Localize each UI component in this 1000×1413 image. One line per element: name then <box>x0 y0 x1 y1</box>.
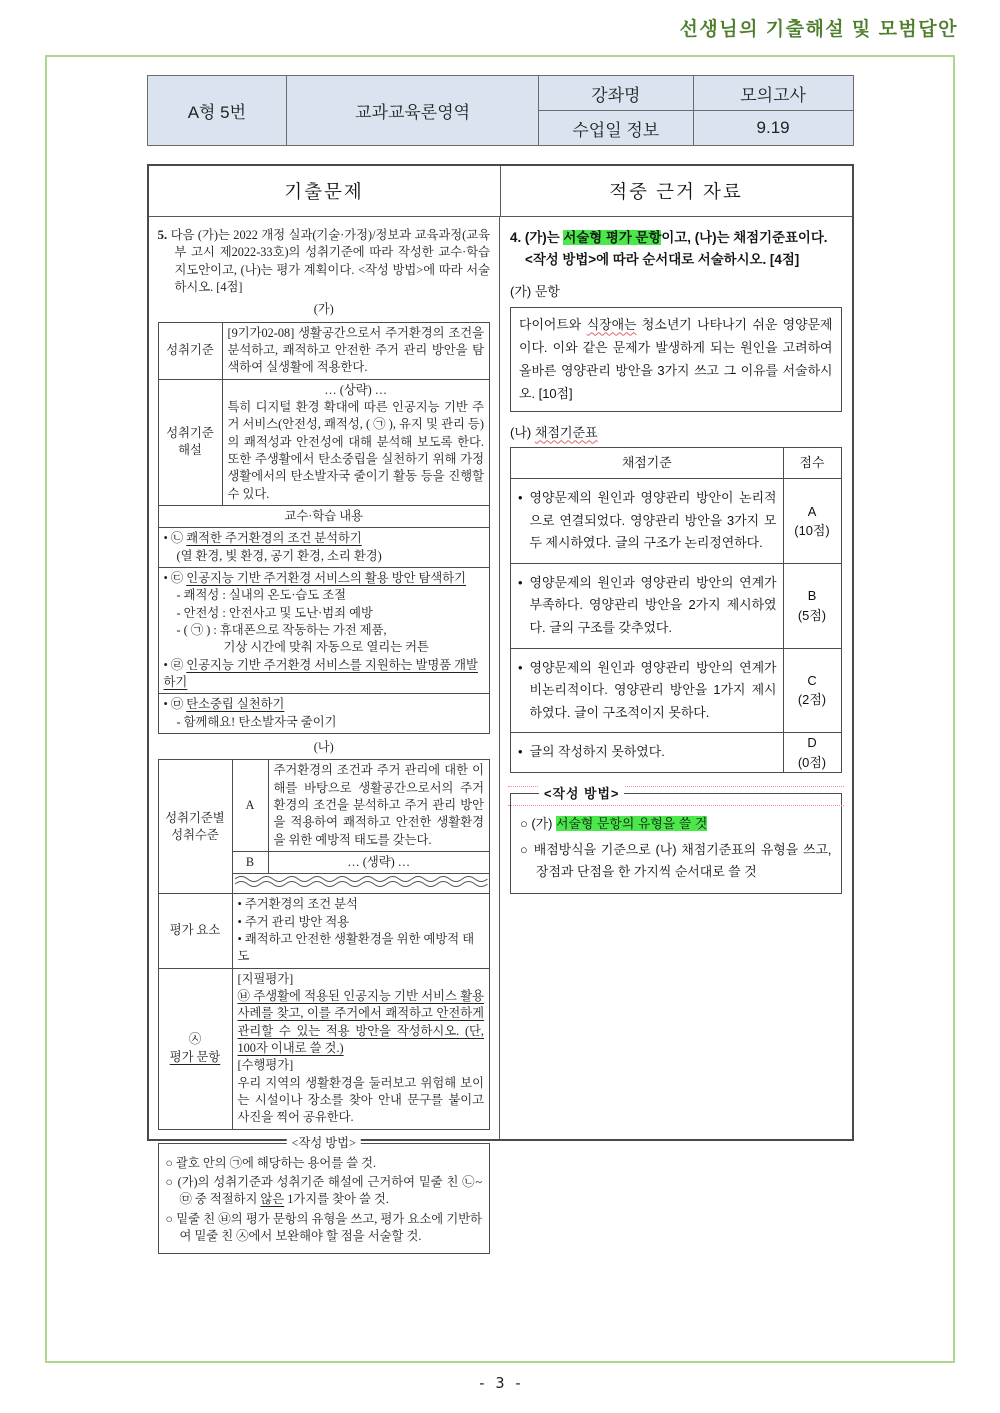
rubric-table <box>510 447 842 773</box>
level-a-label: A <box>232 760 268 852</box>
right-method-box <box>510 786 842 894</box>
left-method-title: <작성 방법> <box>287 1135 361 1152</box>
omission-wavy-lines <box>235 875 488 887</box>
omission-ellipsis: … (상략) … <box>324 382 388 397</box>
past-question-column <box>149 217 501 1244</box>
omission-wavy-cell <box>232 874 490 894</box>
exam-number-cell: A형 5번 <box>147 76 287 146</box>
content-bullet-2 <box>158 567 490 693</box>
right-method-bullet-1-highlight: 서술형 문항의 유형을 쓸 것 <box>556 816 708 832</box>
subject-cell: 교과교육론영역 <box>287 76 539 146</box>
question-4-line2: <작성 방법>에 따라 순서대로 서술하시오. [4점] <box>525 252 800 268</box>
rubric-row-c <box>511 648 842 733</box>
evaluation-item-label-cell <box>158 968 232 1129</box>
rubric-row-b-grade: B <box>807 588 817 604</box>
ga-table <box>158 322 491 734</box>
left-column-title: 기출문제 <box>149 166 501 216</box>
rubric-row-d-grade: D <box>807 735 817 751</box>
right-method-bullet-2: ○ 배점방식을 기준으로 (나) 채점기준표의 유형을 쓰고, 장점과 단점을 한 가지씩 순서대로 쓸 것 <box>520 841 832 879</box>
bullet-2-sub-2: - 안전성 : 안전사고 및 도난·범죄 예방 <box>176 605 373 620</box>
evidence-column <box>500 217 852 1139</box>
standard-commentary-label: 성취기준 해설 <box>158 379 222 505</box>
bullet-3-title: 탄소중립 실천하기 <box>186 697 285 712</box>
left-method-box <box>158 1135 491 1255</box>
rubric-bullet: • <box>518 659 523 675</box>
bullet-2b-marker: • ㉣ <box>163 657 187 672</box>
achievement-level-label: 성취기준별 성취수준 <box>158 760 232 894</box>
evaluation-item-cell <box>232 968 490 1129</box>
question-5 <box>158 226 491 296</box>
left-method-bullet-2-pre: ○ (가)의 성취기준과 성취기준 해설에 근거하여 밑줄 친 ㉡~㉤ 중 적절하지 <box>165 1175 482 1207</box>
question-4-highlight: 서술형 평가 문항 <box>563 230 662 245</box>
rubric-score-header: 점수 <box>783 448 841 479</box>
evaluation-item-mark: ㉦ <box>188 1032 202 1047</box>
level-a-text: 주거환경의 조건과 주거 관리에 대한 이해를 바탕으로 생활공간으로서의 주거환경의 조건을 분석하고 주거 관리 방안을 적용하여 쾌적하고 안전한 생활환경을 위한 예방적 태도를 갖는다. <box>268 760 490 852</box>
rubric-row-d-text: 글의 작성하지 못하였다. <box>529 744 665 760</box>
evaluation-item-label: 평가 문항 <box>169 1049 221 1064</box>
revision-dotted-line-bottom <box>508 805 844 806</box>
question-4 <box>510 227 842 249</box>
ga-item-text-post: 청소년기 나타나기 쉬운 영양문제이다. 이와 같은 문제가 발생하게 되는 원인을 고려하여 올바른 영양관리 방안을 3가지 쓰고 그 이유를 서술하시오. [10점] <box>519 316 833 402</box>
na-rubric-heading-spellcheck: 채점기준표 <box>534 424 598 440</box>
rubric-row-c-text: 영양문제의 원인과 영양관리 방안의 연계가 비논리적이다. 영양관리 방안을 1가지 제시하였다. 글이 구조적이지 못하다. <box>529 659 777 720</box>
question-4-pre: 4. (가)는 <box>510 230 564 245</box>
question-5-number: 5. <box>157 227 168 242</box>
left-method-bullet-2-underlined: 않은 <box>260 1192 285 1207</box>
rubric-bullet: • <box>518 574 523 590</box>
bullet-2-sub-4: 기상 시간에 맞춰 자동으로 열리는 커튼 <box>223 640 429 655</box>
achievement-standard-text: [9기가02-08] 생활공간으로서 주거환경의 조건을 분석하고, 쾌적하고 안전한 주거 관리 방안을 탐색하여 실생활에 적용한다. <box>222 322 490 379</box>
right-method-bullet-1 <box>520 813 832 835</box>
question-4-post: 이고, (나)는 채점기준표이다. <box>661 230 828 245</box>
rubric-row-d-score: (0점) <box>797 754 827 770</box>
bullet-3-sub: - 함께해요! 탄소발자국 줄이기 <box>176 714 337 729</box>
document-header-note: 선생님의 기출해설 및 모범답안 <box>679 19 958 40</box>
date-value-cell: 9.19 <box>693 111 853 146</box>
paper-test-mark: ㉥ <box>237 989 254 1004</box>
bullet-3-marker: • ㉤ <box>163 697 187 712</box>
left-method-bullet-3: ○ 밑줄 친 ㉥의 평가 문항의 유형을 쓰고, 평가 요소에 기반하여 밑줄 친 ㉦에서 보완해야 할 점을 서술할 것. <box>165 1211 482 1244</box>
na-rubric-heading <box>510 423 842 443</box>
factor-3: • 쾌적하고 안전한 생활환경을 위한 예방적 태도 <box>237 932 475 964</box>
ga-item-text-pre: 다이어트와 <box>519 316 587 332</box>
paper-test-tag: [지필평가] <box>237 971 294 986</box>
rubric-row-d <box>511 733 842 773</box>
course-value-cell: 모의고사 <box>693 76 853 111</box>
page-number: - 3 - <box>477 1374 523 1392</box>
bullet-2-marker: • ㉢ <box>163 570 187 585</box>
rubric-row-b-text: 영양문제의 원인과 영양관리 방안의 연계가 부족하다. 영양관리 방안을 2가지 제시하였다. 글의 구조를 갖추었다. <box>529 574 777 635</box>
bullet-2-sub-3: - ( ㉠ ) : 휴대폰으로 작동하는 가전 제품, <box>176 622 387 637</box>
rubric-row-a <box>511 479 842 564</box>
paper-test-text: 주생활에 적용된 인공지능 기반 서비스 활용 사례를 찾고, 이를 주거에서 쾌적하고 안전하게 관리할 수 있는 적용 방안을 작성하시오. (단, 100자 이내로 쓸 것.) <box>237 989 484 1056</box>
standard-commentary-text: 특히 디지털 환경 확대에 따른 인공지능 기반 주거 서비스(안전성, 쾌적성, ( ㉠ ), 유지 및 관리 등)의 쾌적성과 안전성에 대해 분석해 보도록 한다. 또한 주생활에서 탄소중립을 실천하기 위해 가정생활에서의 탄소발자국 줄이기 활동 등을 진행할 수 있다. <box>227 399 484 501</box>
left-method-bullet-2-post: 1가지를 찾아 쓸 것. <box>284 1192 389 1207</box>
factor-1: • 주거환경의 조건 분석 <box>237 897 358 912</box>
bullet-2-sub-1: - 쾌적성 : 실내의 온도·습도 조절 <box>176 588 347 603</box>
standard-commentary-cell <box>222 379 490 505</box>
ga-label: (가) <box>313 302 334 317</box>
rubric-row-c-score: (2점) <box>797 692 827 708</box>
bullet-2b-title: 인공지능 기반 주거환경 서비스를 지원하는 발명품 개발하기 <box>163 657 478 689</box>
bullet-2-title: 인공지능 기반 주거환경 서비스의 활용 방안 탐색하기 <box>186 570 467 585</box>
rubric-row-b <box>511 563 842 648</box>
rubric-bullet: • <box>518 744 523 760</box>
ga-item-box <box>510 307 842 412</box>
date-label-cell: 수업일 정보 <box>538 111 693 146</box>
level-b-label: B <box>232 851 268 873</box>
main-table <box>147 164 854 1244</box>
left-method-bullet-2 <box>166 1174 483 1209</box>
right-method-title: <작성 방법> <box>539 784 624 803</box>
rubric-row-c-grade: C <box>807 673 817 689</box>
bullet-1-sub: (열 환경, 빛 환경, 공기 환경, 소리 환경) <box>176 548 382 563</box>
bullet-1-marker: • ㉡ <box>163 531 187 546</box>
question-5-text: 다음 (가)는 2022 개정 실과(기술·가정)/정보과 교육과정(교육부 고시 제2022-33호)의 성취기준에 따라 작성한 교수·학습 지도안이고, (나)는 평가 계획이다. <작성 방법>에 따라 서술하시오. [4점] <box>170 228 490 294</box>
rubric-row-a-score: (10점) <box>794 522 830 538</box>
evaluation-factors-label: 평가 요소 <box>158 894 232 968</box>
na-table <box>158 759 491 1130</box>
rubric-bullet: • <box>518 490 523 506</box>
ga-item-heading: (가) 문항 <box>510 284 560 300</box>
rubric-row-a-grade: A <box>807 503 817 519</box>
rubric-row-a-text: 영양문제의 원인과 영양관리 방안이 논리적으로 연결되었다. 영양관리 방안을 3가지 모두 제시하였다. 글의 구조가 논리정연하다. <box>529 490 777 551</box>
performance-test-tag: [수행평가] <box>237 1058 294 1073</box>
rubric-criteria-header: 채점기준 <box>511 448 784 479</box>
teaching-content-header: 교수·학습 내용 <box>158 505 490 527</box>
page-frame <box>45 55 955 1363</box>
content-bullet-3 <box>158 694 490 734</box>
level-b-text: … (생략) … <box>268 851 490 873</box>
bullet-1-title: 쾌적한 주거환경의 조건 분석하기 <box>186 531 362 546</box>
right-column-title: 적중 근거 자료 <box>609 181 743 202</box>
achievement-standard-label: 성취기준 <box>158 322 222 379</box>
right-method-bullet-1-pre: ○ (가) <box>520 816 556 832</box>
performance-test-text: 우리 지역의 생활환경을 둘러보고 위험해 보이는 시설이나 장소를 찾아 안내 문구를 붙이고 사진을 찍어 공유한다. <box>237 1075 484 1125</box>
content-bullet-1 <box>158 528 490 568</box>
na-rubric-heading-pre: (나) <box>510 424 535 440</box>
exam-info-table <box>147 75 854 146</box>
course-label-cell: 강좌명 <box>538 76 693 111</box>
ga-item-text-spellcheck: 식장애는 <box>586 316 637 332</box>
na-label: (나) <box>313 739 334 754</box>
column-headers <box>149 166 852 217</box>
evaluation-factors-cell <box>232 894 490 968</box>
left-method-bullet-1: ○ 괄호 안의 ㉠에 해당하는 용어를 쓸 것. <box>165 1155 377 1170</box>
rubric-row-b-score: (5점) <box>797 607 827 623</box>
factor-2: • 주거 관리 방안 적용 <box>237 914 350 929</box>
